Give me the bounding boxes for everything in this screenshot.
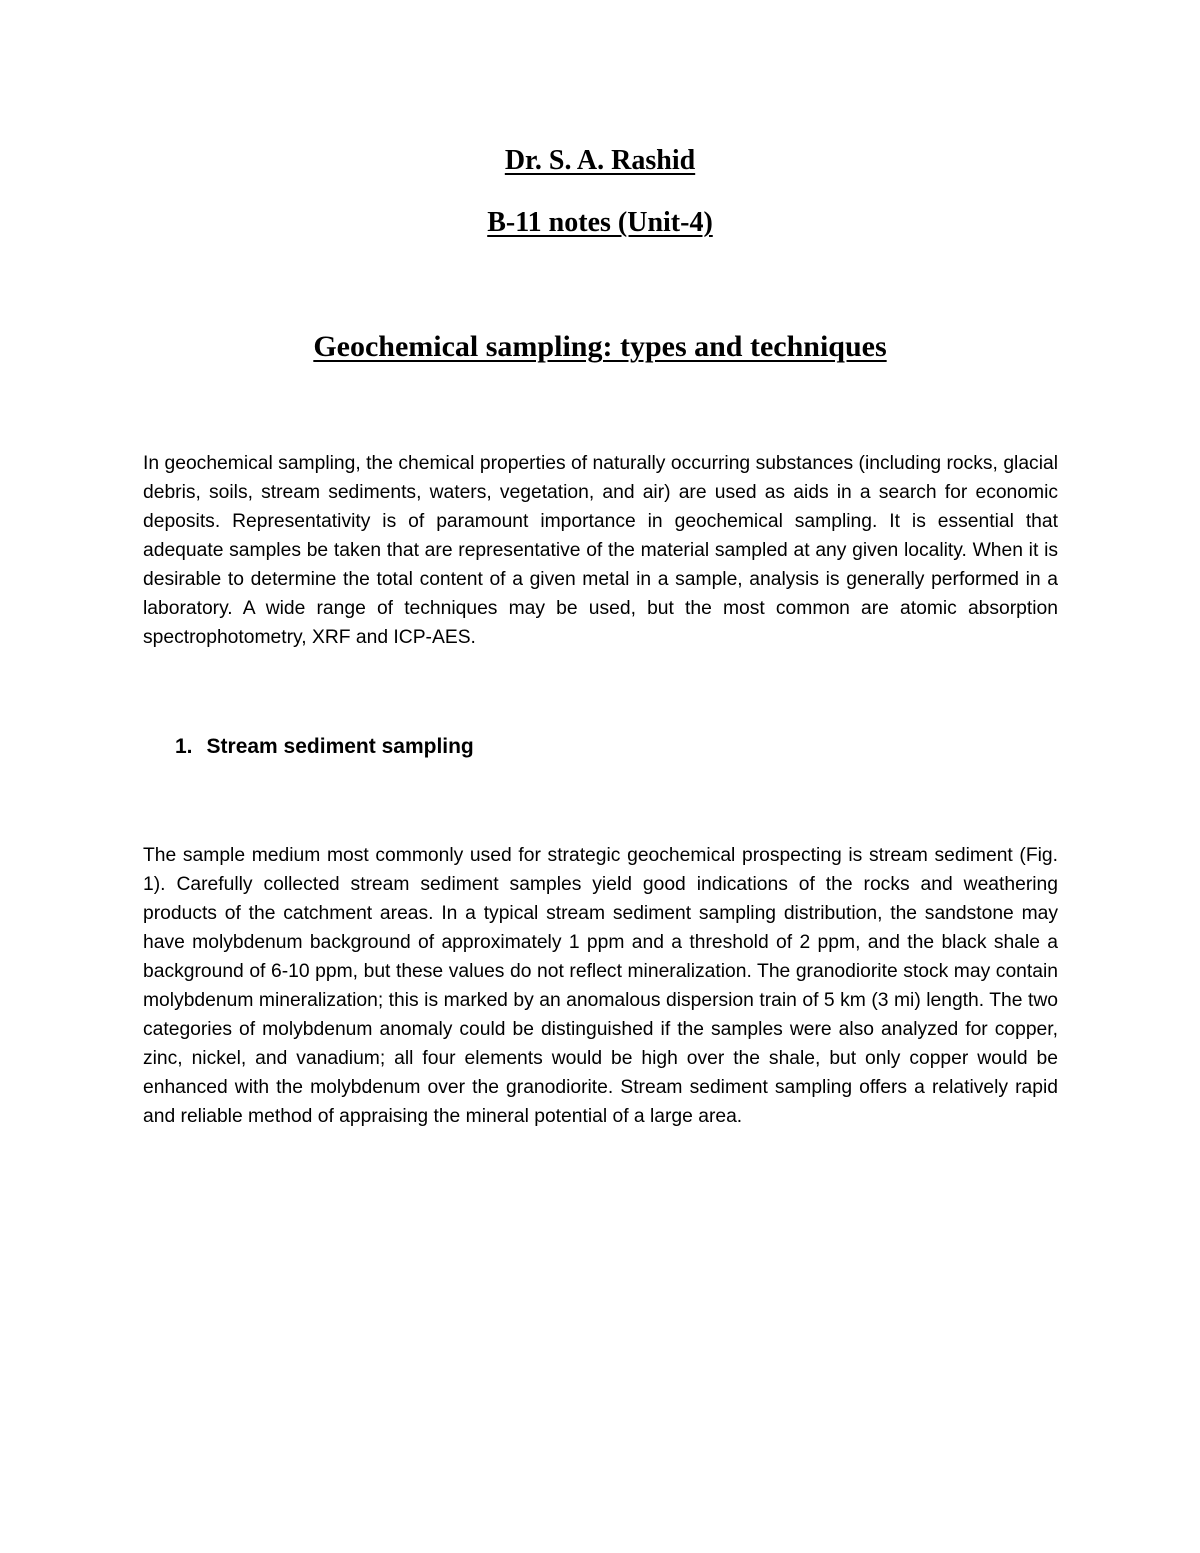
intro-paragraph: In geochemical sampling, the chemical properties of naturally occurring substances (including rocks, glacial debris, soils, stream sediments, waters, vegetation, and air) are used as aids in a search for economic deposits. Representativity is of paramount importance in geochemical sampling. It is essential that adequate samples be taken that are representative of the material sampled at any given locality. When it is desirable to determine the total content of a given metal in a sample, analysis is generally performed in a laboratory. A wide range of techniques may be used, but the most common are atomic absorption spectrophotometry, XRF and ICP-AES. — [143, 453, 1058, 648]
page-title — [0, 325, 1200, 369]
section-number: 1. — [175, 735, 193, 758]
author-name: Dr. S. A. Rashid — [504, 145, 696, 176]
section-title: Stream sediment sampling — [206, 735, 474, 758]
stream-sediment-paragraph: The sample medium most commonly used for strategic geochemical prospecting is stream sediment (Fig. 1). Carefully collected stream sediment samples yield good indications of the rocks and weathering products of the catchment areas. In a typical stream sediment sampling distribution, the sandstone may have molybdenum background of approximately 1 ppm and a threshold of 2 ppm, and the black shale a background of 6-10 ppm, but these values do not reflect mineralization. The granodiorite stock may contain molybdenum mineralization; this is marked by an anomalous dispersion train of 5 km (3 mi) length. The two categories of molybdenum anomaly could be distinguished if the samples were also analyzed for copper, zinc, nickel, and vanadium; all four elements would be high over the shale, but only copper would be enhanced with the molybdenum over the granodiorite. Stream sediment sampling offers a relatively rapid and reliable method of appraising the mineral potential of a large area. — [143, 845, 1058, 1127]
author-heading — [0, 140, 1200, 182]
unit-heading — [0, 202, 1200, 244]
section-heading-stream-sediment — [175, 730, 474, 764]
page-title-text: Geochemical sampling: types and techniques — [313, 330, 887, 363]
unit-label: B-11 notes (Unit-4) — [487, 207, 713, 238]
